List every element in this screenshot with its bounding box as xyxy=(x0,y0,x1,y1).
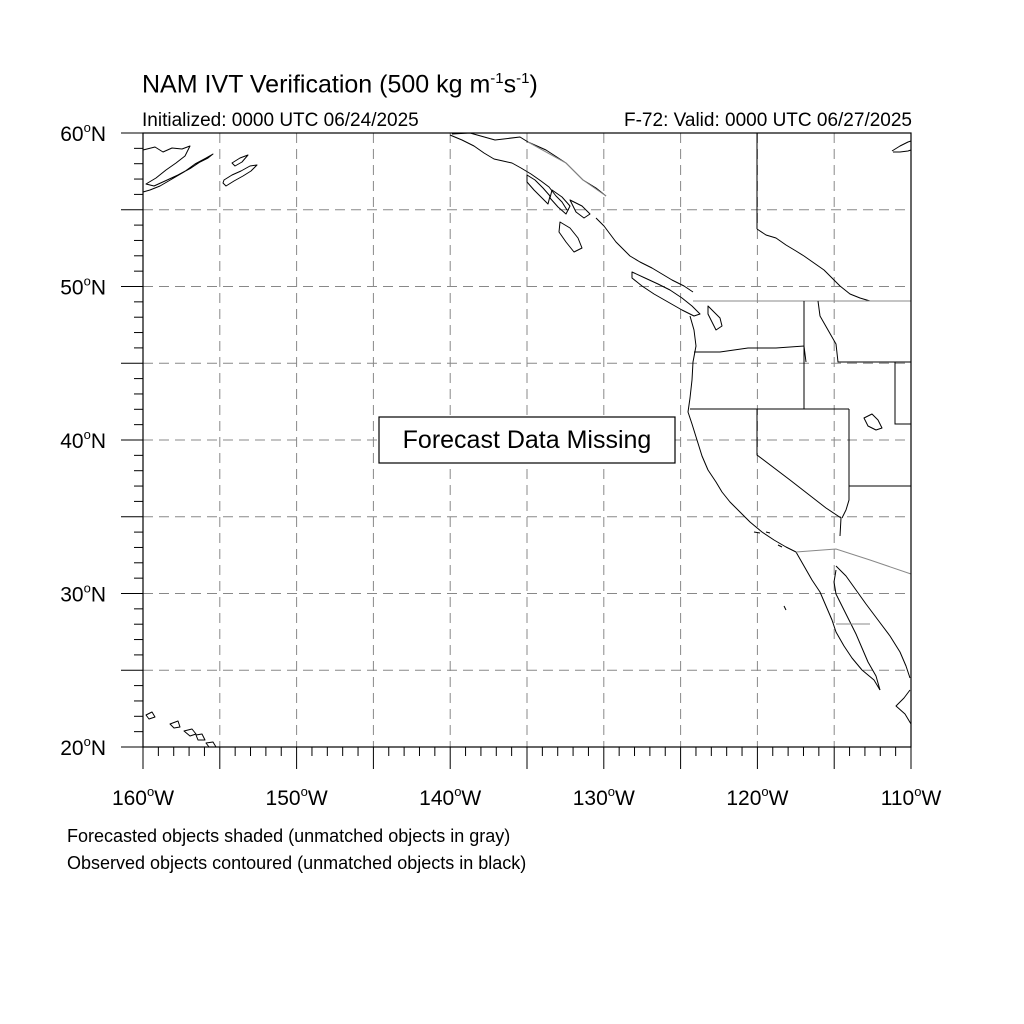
lat-tick-label: 30$^o$N xyxy=(60,580,106,607)
coastline-vancouver-island xyxy=(632,272,700,316)
coastline-baja-west xyxy=(796,552,880,690)
coastline-kodiak-2 xyxy=(232,155,248,166)
coastline-mexico-pacific xyxy=(896,690,911,724)
page-title xyxy=(142,70,538,99)
coastline-bc xyxy=(596,218,693,292)
lon-tick-label: 160$^o$W xyxy=(111,784,175,810)
coastline-baja-east xyxy=(834,570,880,690)
lat-tick-label: 50$^o$N xyxy=(60,273,106,300)
missing-data-message: Forecast Data Missing xyxy=(402,426,652,454)
coastline-hawaii-4 xyxy=(196,734,205,740)
lat-tick-label: 60$^o$N xyxy=(60,120,106,146)
coastline-mexico-gulf xyxy=(836,566,910,678)
lon-tick-label: 150$^o$W xyxy=(265,784,328,810)
latitude-labels xyxy=(60,120,106,760)
border-us-mexico xyxy=(796,549,911,574)
coastline-great-salt-lake xyxy=(864,414,882,430)
legend-forecast-note: Forecasted objects shaded (unmatched objects in gray) xyxy=(67,826,511,846)
coastline-kodiak xyxy=(223,165,257,186)
title-exponent-2: -1 xyxy=(516,70,530,87)
lon-tick-label: 140$^o$W xyxy=(419,784,482,810)
valid-time: F-72: Valid: 0000 UTC 06/27/2025 xyxy=(624,110,912,131)
border-nv-ut xyxy=(849,409,911,486)
coastline-hawaii-2 xyxy=(170,721,180,728)
title-unit-s: s xyxy=(503,70,517,99)
title-exponent-1: -1 xyxy=(490,70,504,87)
lon-tick-label: 120$^o$W xyxy=(726,784,789,810)
border-nv-az xyxy=(842,486,849,518)
longitude-labels xyxy=(112,784,942,810)
lat-tick-label: 20$^o$N xyxy=(60,734,106,760)
title-close: ) xyxy=(529,70,538,99)
border-wa-or xyxy=(694,346,806,362)
title-text: NAM IVT Verification (500 kg m xyxy=(142,70,491,99)
lon-tick-label: 130$^o$W xyxy=(572,784,635,810)
coastline-archipelago-2 xyxy=(550,190,570,214)
coastline-hudson-bay xyxy=(892,141,911,152)
initialized-time: Initialized: 0000 UTC 06/24/2025 xyxy=(142,110,419,131)
legend-observed-note: Observed objects contoured (unmatched objects in black) xyxy=(67,853,527,873)
coastline-puget-sound xyxy=(708,306,722,330)
lon-tick-label: 110$^o$W xyxy=(880,784,942,810)
coastline-hawaii-5 xyxy=(206,742,216,747)
coastline-hawaii-3 xyxy=(184,729,196,736)
border-alaska-canada xyxy=(528,142,606,196)
coastline-canada-interior xyxy=(757,229,880,301)
missing-data-box xyxy=(379,417,675,463)
political-boundaries xyxy=(528,133,911,624)
coastline-archipelago-3 xyxy=(570,200,590,218)
coastline-hawaii-1 xyxy=(146,712,155,719)
coastline-alaska-southwest xyxy=(143,146,213,192)
coastline-haida-gwaii xyxy=(559,222,582,252)
lat-tick-label: 40$^o$N xyxy=(60,427,106,453)
